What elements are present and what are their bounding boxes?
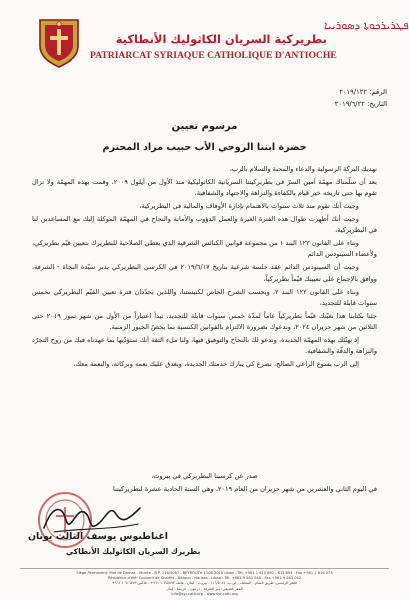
footer-line: المقر الصيفي: دير الشرفة - درعون - حريصا - لبنان xyxy=(166,586,243,591)
footer-contact-link[interactable]: info@syr-cath.org - www.syr-cath.org xyxy=(171,591,238,596)
decree-title: مرسوم تعيين xyxy=(171,121,238,132)
paragraph: جئنا بكتابنا هذا نعيّنك قيّماً بطريركياً عاماً لمدّة خمس سنوات قابلة للتجديد، تبدأ اعتباراً من الأول من شهر تموز ٢٠١٩ حتى الثلاثين من شهر حزيران ٢٠٢٤، وندعوك بضرورة الالتزام بالقوانين الكنسية بما يخصّ الخيور الزمنية. xyxy=(32,311,377,332)
paragraph: إذ نهنّئك بهذه المهمّة الجديدة، وندعو لك بالنجاح والتوفيق فيها، ولنا ملء الثقة أنك ستؤدّيها بما عهدناه فيك من روح التجرّد والنزاهة والدقّة والشفافية. xyxy=(32,335,377,356)
footer-line: Siège Permanent: Rue de Damas - Musée - B.P. 116/5087 - BEYROUTH 1106-2010 Liban - Tél. +961 1 615 892 - 615 894 - Fax +961 1 616 573 xyxy=(76,571,333,575)
signatory-name: اغناطيوس يوسف الثالث يونان xyxy=(28,531,168,542)
paragraph: نهديك البركة الرسولية والدعاء والمحبة والسلام بالرب، xyxy=(229,165,377,173)
paragraph: بعد أن سلّمناك مهمّة أمين السرّ في بطريركيتنا السريانية الكاثوليكية منذ الأول من أيلول ٢٠٠٩، وقمت بهذه المهمّة ولا تزال تقوم بها حتى تاريخه خير قيام بالكفاءة والنزاهة والاجتهاد والشفافية، xyxy=(32,177,377,198)
paragraph: وحيث أنك أظهرت طوال هذه الفترة الغيرة والعمل الدؤوب والأمانة والنجاح في المهمّة الموكلة إليك مع المساعدين لنا في البطريركية، xyxy=(32,214,377,235)
letterhead-footer xyxy=(20,568,389,597)
addressee-line: حضرة ابننا الروحي الأب حبيب مراد المحترم xyxy=(102,142,307,153)
paragraph: وحيث أنك تقوم منذ ثلاث سنوات بالاهتمام بإدارة الأوقاف والمالية في البطريركية، xyxy=(139,202,359,211)
document-date: التاريخ: ٢٠١٩/٦/٢٢ xyxy=(334,100,387,108)
given-at-line: صدر عن كرسينا البطريركي في بيروت، xyxy=(151,472,258,480)
paragraph: وبناء على القانون ١٢٢ البند ١ من مجموعة قوانين الكنائس الشرقية الذي يعطي الصلاحية للبطريرك بتعيين قيّم بطريركي، ولأعضاء السينودس الدائم xyxy=(32,239,377,259)
letterhead-french-name: PATRIARCAT SYRIAQUE CATHOLIQUE D'ANTIOCHE xyxy=(90,50,337,61)
decree-body xyxy=(32,164,377,372)
svg-text:ܦܛܪܝܪܟܘܬܐ ܕܣܘܪܝܝܐ: ܦܛܪܝܪܟܘܬܐ ܕܣܘܪܝܝܐ xyxy=(324,19,409,32)
paragraph: وحيث أن السينودس الدائم عقد جلسة شرعية بتاريخ ٢٠١٩/٦/١٧ في الكرسي البطريركي بدير سيّدة النجاة - الشرفة، ووافق بالإجماع على تعيينك قيّماً بطريركياً، xyxy=(32,263,377,283)
given-date-line: في اليوم الثاني والعشرين من شهر حزيران من العام ٢٠١٩، وهي السنة الحادية عشرة لبطريركيتنا xyxy=(112,485,377,493)
syriac-script-heading xyxy=(88,18,409,32)
footer-line: المقر الرئيسي: طريق الشام - المتحف - ص.ب. ١١٦/٥٠٨٧ - بيروت - لبنان - هاتف ٦١٥٨٩٢ ١ ٩٦١+ - فاكس ٦١٦٥٧٣ ١ ٩٦١+ xyxy=(111,581,298,586)
paragraph: وبناء على القانون ١٢٢ البند ٢، وبحسب الشرح الخاص لكنيستنا، واللذين يحدّدان فترة تعيين القيّم البطريركي بخمس سنوات قابلة للتجديد، xyxy=(32,287,377,307)
reference-number: الرقم: ٢٠١٩/١٢٢ xyxy=(339,88,387,96)
footer-line: Résidence d'été: Couvent de Charfet - Daroun - Harissa - Liban - Tél. +961 9 263 040 - Fax +961 9 263 042 xyxy=(107,576,302,581)
paragraph: إلى الرب يسوع الراعي الصالح، نضرع كي يبارك خدمتك الجديدة، ويغدق عليك نعمه وبركاته، والنعمة معك، xyxy=(73,360,359,369)
letterhead-arabic-name: بطريركية السريان الكاثوليك الأنطاكية xyxy=(115,32,327,46)
signatory-title: بطريرك السريان الكاثوليك الأنطاكي xyxy=(66,547,201,556)
patriarchate-emblem-icon xyxy=(36,16,82,68)
